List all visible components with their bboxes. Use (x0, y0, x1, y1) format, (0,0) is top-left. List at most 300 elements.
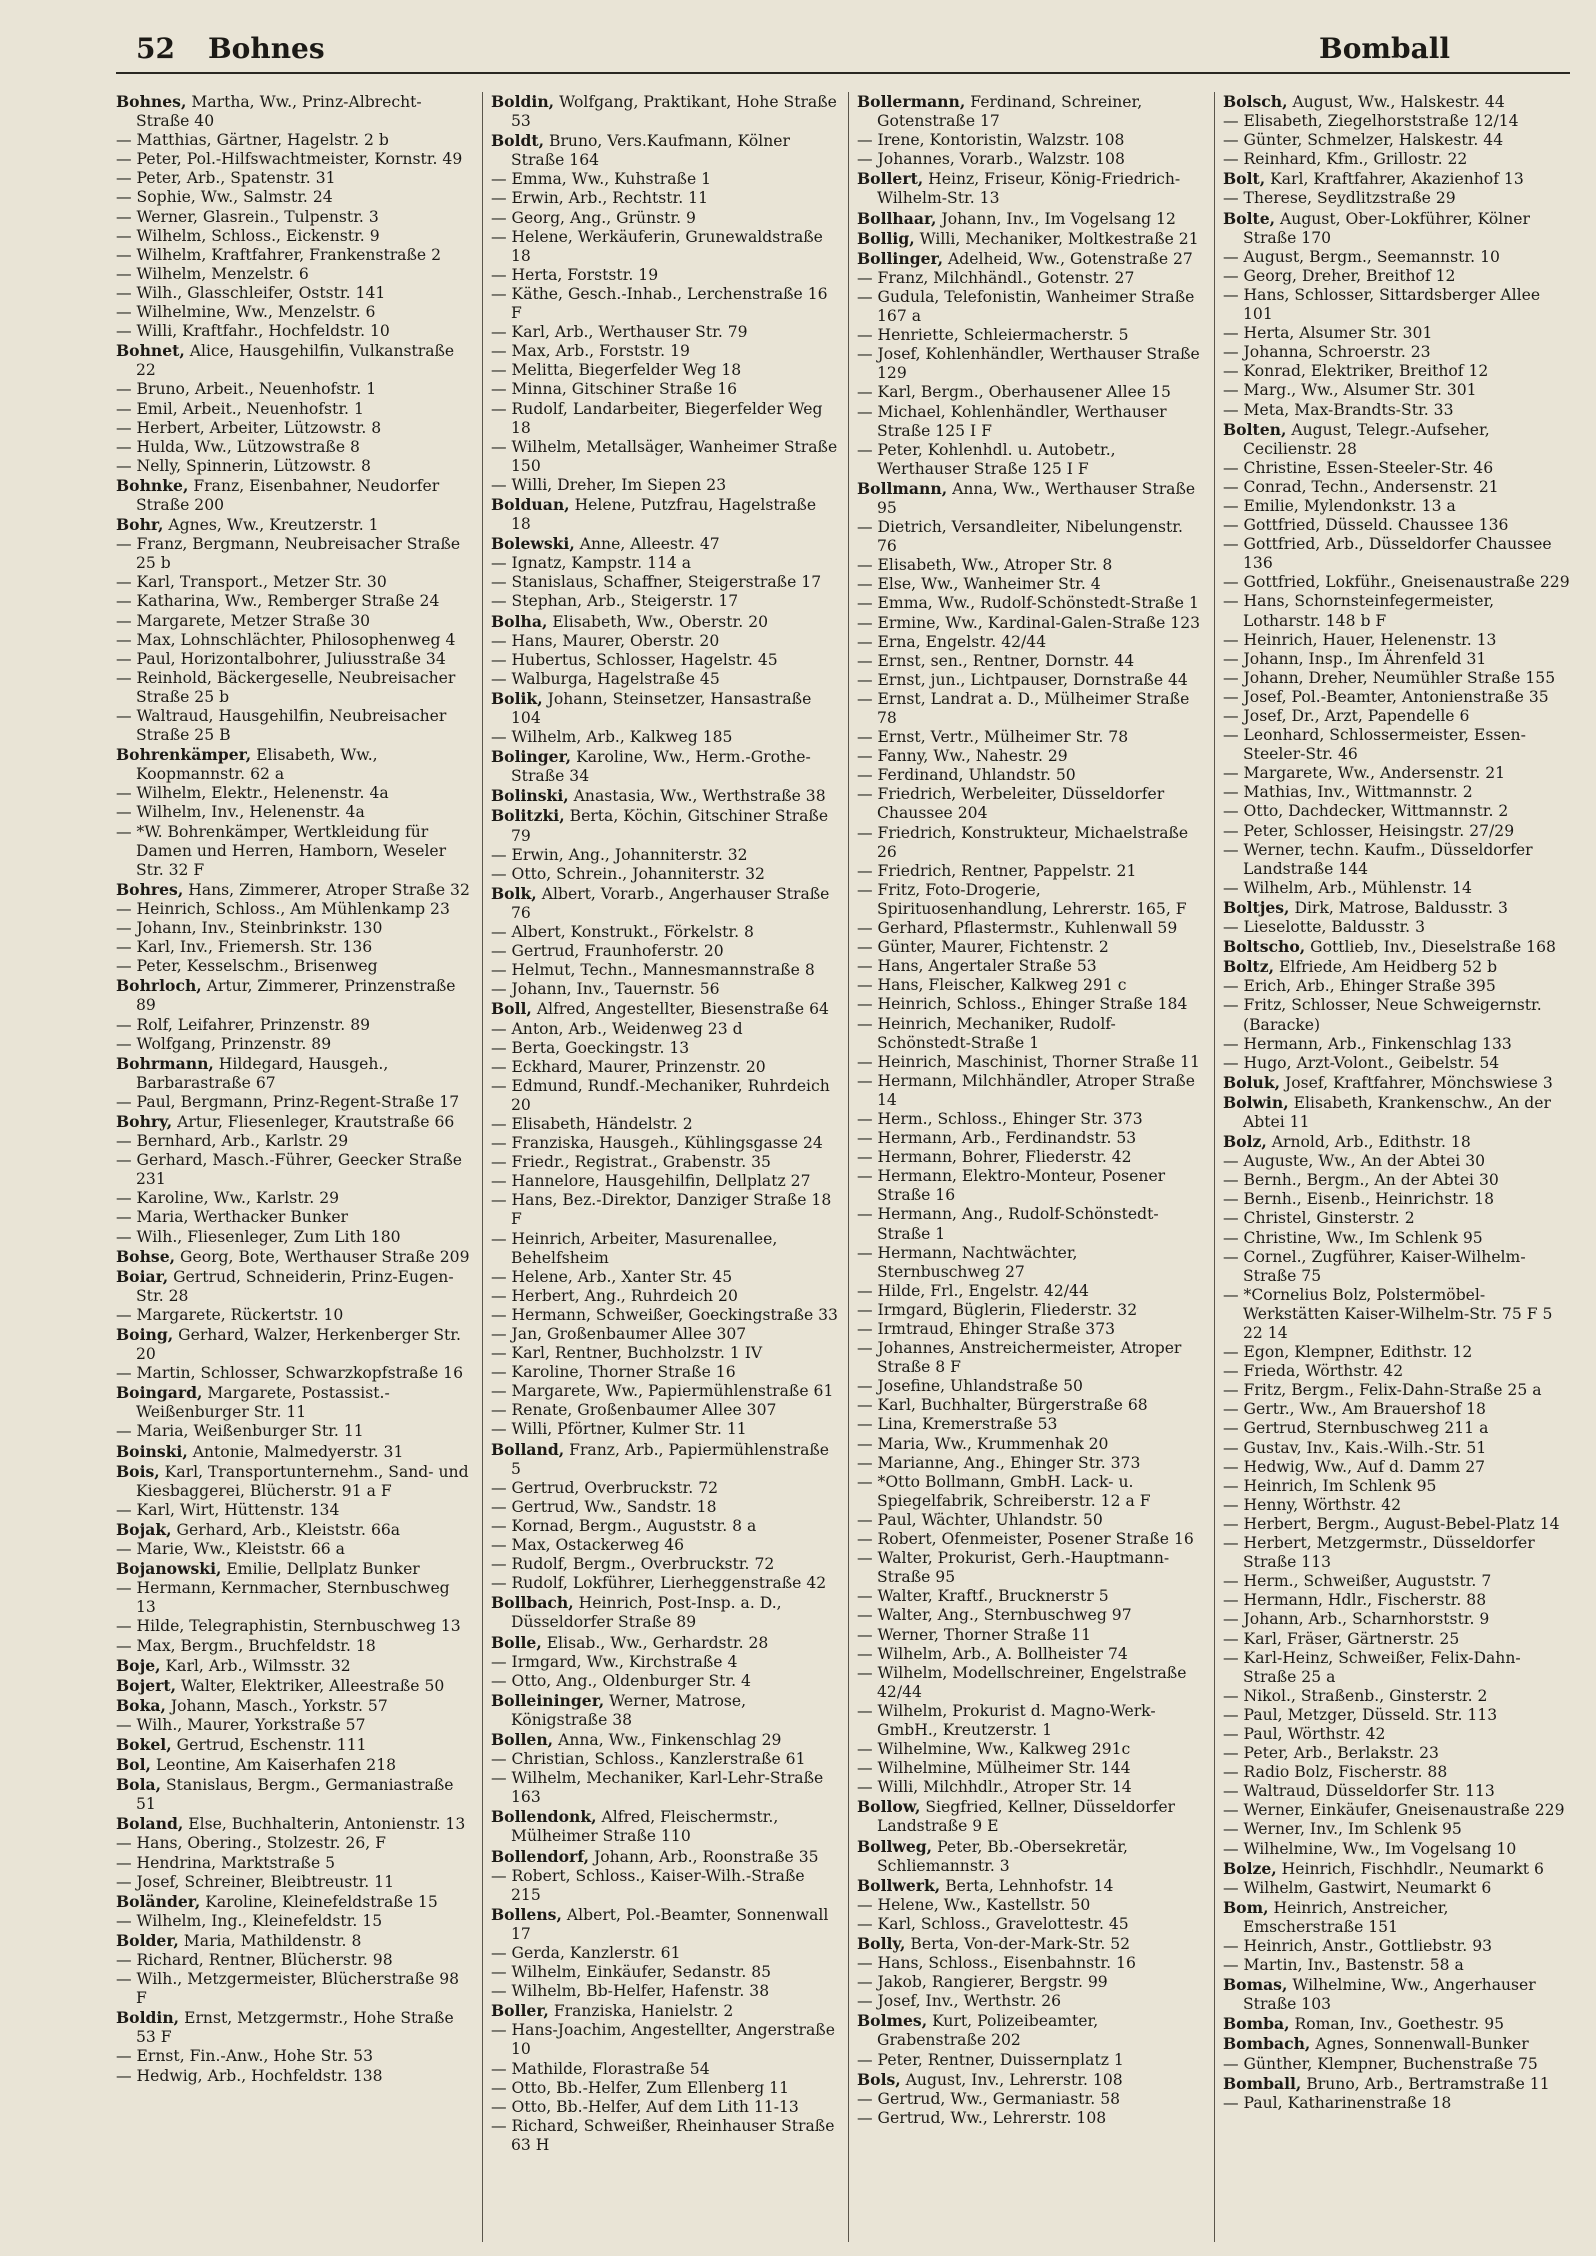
entry-text: — Wilhelm, Prokurist d. Magno-Werk-GmbH., Kreutzerstr. 1 (857, 1701, 1156, 1739)
entry-text: — Mathias, Inv., Wittmannstr. 2 (1223, 783, 1473, 802)
directory-entry (491, 189, 838, 208)
directory-entry (857, 919, 1204, 938)
directory-entry (491, 323, 838, 342)
directory-entry (1223, 1439, 1570, 1458)
entry-text: — Hilde, Frl., Engelstr. 42/44 (857, 1281, 1089, 1300)
entry-text: — Stephan, Arb., Steigerstr. 17 (491, 592, 739, 611)
directory-entry (491, 2117, 838, 2155)
entry-text: — Herbert, Arbeiter, Lützowstr. 8 (116, 418, 382, 437)
entry-text: Heinrich, Fischhdlr., Neumarkt 6 (1276, 1859, 1544, 1878)
directory-entry (857, 92, 1204, 131)
entry-surname: Bomas, (1223, 1975, 1288, 1995)
entry-text: — Therese, Seydlitzstraße 29 (1223, 189, 1456, 208)
directory-entry (116, 1422, 472, 1441)
directory-entry (857, 2090, 1204, 2109)
directory-entry (1223, 381, 1570, 400)
column-4 (1214, 92, 1570, 2242)
entry-text: — Bruno, Arbeit., Neuenhofstr. 1 (116, 380, 377, 399)
entry-text: — Wilhelm, Elektr., Helenenstr. 4a (116, 784, 389, 803)
entry-text: Elisabeth, Ww., Koopmannstr. 62 a (136, 746, 378, 784)
directory-entry (857, 556, 1204, 575)
directory-entry (857, 766, 1204, 785)
directory-entry (1223, 1898, 1570, 1937)
directory-entry (857, 1454, 1204, 1473)
directory-entry (857, 824, 1204, 862)
entry-text: — Hulda, Ww., Lützowstraße 8 (116, 437, 360, 456)
entry-text: Bruno, Vers.Kaufmann, Kölner Straße 164 (511, 132, 790, 170)
directory-entry (1223, 1093, 1570, 1132)
entry-text: Anna, Ww., Werthauser Straße 95 (877, 479, 1196, 517)
directory-entry (116, 1462, 472, 1501)
entry-text: Walter, Elektriker, Alleestraße 50 (176, 1676, 445, 1695)
entry-surname: Boltjes, (1223, 897, 1290, 917)
directory-entry (491, 2001, 838, 2021)
directory-entry (491, 865, 838, 884)
entry-text: Ernst, Metzgermstr., Hohe Straße 53 F (136, 2009, 454, 2047)
entry-surname: Bomba, (1223, 2014, 1290, 2034)
entry-text: Alfred, Fleischermstr., Mülheimer Straße 110 (511, 1808, 779, 1846)
entry-surname: Bolk, (491, 883, 537, 903)
directory-entry (491, 285, 838, 323)
entry-surname: Boje, (116, 1655, 161, 1675)
entry-text: — Emil, Arbeit., Neuenhofstr. 1 (116, 399, 364, 418)
entry-text: Heinz, Friseur, König-Friedrich-Wilhelm-Str. 13 (877, 170, 1181, 208)
directory-entry (857, 1992, 1204, 2011)
directory-entry (491, 2098, 838, 2117)
entry-surname: Boll, (491, 999, 532, 1019)
entry-text: — Herta, Forststr. 19 (491, 265, 659, 284)
entry-text: — Gertrud, Sternbuschweg 211 a (1223, 1419, 1489, 1438)
directory-entry (116, 1716, 472, 1735)
entry-text: — Heinrich, Maschinist, Thorner Straße 11 (857, 1052, 1200, 1071)
entry-surname: Bollwerk, (857, 1875, 941, 1895)
entry-text: — Paul, Metzger, Düsseld. Str. 113 (1223, 1705, 1498, 1724)
entry-text: — Dietrich, Versandleiter, Nibelungenstr. 76 (857, 518, 1183, 556)
entry-text: — Hermann, Hdlr., Fischerstr. 88 (1223, 1591, 1487, 1610)
entry-text: — Fritz, Foto-Drogerie, Spirituosenhandlung, Lehrerstr. 165, F (857, 880, 1187, 918)
directory-entry (116, 303, 472, 322)
column-3 (848, 92, 1204, 2242)
entry-text: — Conrad, Techn., Andersenstr. 21 (1223, 477, 1499, 496)
directory-entry (857, 575, 1204, 594)
directory-entry (1223, 918, 1570, 937)
entry-text: — Mathilde, Florastraße 54 (491, 2059, 710, 2078)
entry-text: — Karl, Fräser, Gärtnerstr. 25 (1223, 1629, 1460, 1648)
entry-text: — Heinrich, Schloss., Ehinger Straße 184 (857, 995, 1188, 1014)
directory-entry (857, 1549, 1204, 1587)
entry-text: Wolfgang, Praktikant, Hohe Straße 53 (511, 93, 837, 131)
directory-entry (491, 942, 838, 961)
entry-surname: Boiar, (116, 1266, 169, 1286)
directory-entry (1223, 2074, 1570, 2094)
directory-entry (857, 728, 1204, 747)
entry-text: — Walter, Ang., Sternbuschweg 97 (857, 1606, 1132, 1625)
entry-text: — Wilhelm, Ing., Kleinefeldstr. 15 (116, 1911, 383, 1930)
entry-text: Franz, Arb., Papiermühlenstraße 5 (511, 1440, 830, 1478)
directory-entry (1223, 1859, 1570, 1879)
entry-text: — Jan, Großenbaumer Allee 307 (491, 1325, 747, 1343)
entry-surname: Boldin, (116, 2008, 180, 2028)
entry-text: Franziska, Hanielstr. 2 (548, 2002, 734, 2021)
directory-entry (1223, 2034, 1570, 2054)
directory-entry (857, 2070, 1204, 2090)
entry-text: — Heinrich, Anstr., Gottliebstr. 93 (1223, 1937, 1493, 1955)
entry-text: Artur, Fliesenleger, Krautstraße 66 (172, 1112, 455, 1131)
entry-text: — Melitta, Biegerfelder Weg 18 (491, 361, 742, 380)
directory-entry (116, 457, 472, 476)
directory-entry (491, 786, 838, 806)
directory-entry (857, 690, 1204, 728)
entry-text: — Konrad, Elektriker, Breithof 12 (1223, 362, 1489, 381)
directory-entry (857, 1915, 1204, 1934)
entry-text: — Maria, Ww., Krummenhak 20 (857, 1434, 1109, 1453)
directory-entry (116, 1970, 472, 2008)
directory-entry (1223, 783, 1570, 802)
entry-text: — Helene, Arb., Xanter Str. 45 (491, 1267, 733, 1286)
entry-text: — Willi, Kraftfahr., Hochfeldstr. 10 (116, 322, 390, 341)
directory-entry (491, 1287, 838, 1306)
entry-surname: Bolik, (491, 688, 543, 708)
entry-text: Berta, Köchin, Gitschiner Straße 79 (511, 807, 829, 845)
entry-text: — Franziska, Hausgeh., Kühlingsgasse 24 (491, 1134, 823, 1153)
directory-entry (491, 495, 838, 534)
entry-text: — Gertrud, Ww., Sandstr. 18 (491, 1497, 717, 1516)
directory-entry (857, 269, 1204, 288)
directory-entry (491, 1440, 838, 1479)
entry-surname: Bolle, (491, 1632, 542, 1652)
entry-text: — Friedrich, Konstrukteur, Michaelstraße 26 (857, 823, 1189, 861)
directory-entry (491, 612, 838, 632)
entry-text: — Richard, Rentner, Blücherstr. 98 (116, 1951, 393, 1969)
directory-entry (1223, 1362, 1570, 1381)
directory-entry (1223, 131, 1570, 150)
entry-text: Wilhelmine, Ww., Angerhauser Straße 103 (1243, 1976, 1536, 2014)
directory-entry (491, 806, 838, 845)
directory-entry (116, 380, 472, 399)
directory-entry (1223, 879, 1570, 898)
directory-entry (1223, 1248, 1570, 1286)
entry-surname: Bomball, (1223, 2073, 1302, 2093)
entry-surname: Bolly, (857, 1934, 906, 1953)
entry-text: — Peter, Arb., Berlakstr. 23 (1223, 1744, 1439, 1763)
entry-text: Berta, Von-der-Mark-Str. 52 (905, 1935, 1131, 1953)
page-number: 52 (136, 32, 175, 65)
entry-text: — Marg., Ww., Alsumer Str. 301 (1223, 381, 1477, 400)
entry-surname: Bolha, (491, 611, 548, 631)
directory-entry (1223, 1687, 1570, 1706)
directory-entry (1223, 1975, 1570, 2014)
entry-text: Emilie, Dellplatz Bunker (221, 1560, 420, 1579)
directory-entry (116, 1540, 472, 1559)
entry-surname: Bolder, (116, 1930, 179, 1950)
directory-entry (1223, 1937, 1570, 1956)
directory-entry (116, 1579, 472, 1617)
entry-surname: Boldin, (491, 92, 555, 111)
entry-text: Anne, Alleestr. 47 (574, 535, 720, 554)
directory-entry (1223, 248, 1570, 267)
entry-text: — Hubertus, Schlosser, Hagelstr. 45 (491, 650, 778, 669)
entry-text: — Christine, Essen-Steeler-Str. 46 (1223, 458, 1494, 477)
entry-surname: Bohrenkämper, (116, 745, 252, 765)
entry-text: — Otto, Schrein., Johanniterstr. 32 (491, 864, 765, 883)
directory-entry (491, 266, 838, 285)
entry-surname: Bohrloch, (116, 976, 202, 996)
entry-text: — Karoline, Thorner Straße 16 (491, 1363, 736, 1382)
directory-entry (1223, 535, 1570, 573)
entry-text: Hildegard, Hausgeh., Barbarastraße 67 (136, 1054, 389, 1092)
entry-text: — Hermann, Kernmacher, Sternbuschweg 13 (116, 1579, 450, 1617)
entry-surname: Bols, (857, 2069, 901, 2089)
directory-entry (116, 1364, 472, 1383)
entry-text: — Irene, Kontoristin, Walzstr. 108 (857, 131, 1125, 150)
directory-entry (491, 209, 838, 228)
directory-entry (116, 1755, 472, 1775)
directory-entry (1223, 669, 1570, 688)
directory-entry (857, 131, 1204, 150)
directory-entry (857, 1473, 1204, 1511)
directory-entry (1223, 1419, 1570, 1438)
directory-entry (491, 1306, 838, 1325)
directory-entry (116, 265, 472, 284)
entry-text: — Paul, Katharinenstraße 18 (1223, 2093, 1452, 2112)
entry-text: — Waltraud, Düsseldorfer Str. 113 (1223, 1782, 1495, 1801)
directory-entry (857, 862, 1204, 881)
entry-text: — Margarete, Ww., Andersenstr. 21 (1223, 764, 1506, 783)
directory-entry (491, 1363, 838, 1382)
entry-surname: Bohnke, (116, 475, 189, 495)
entry-text: Agnes, Ww., Kreutzerstr. 1 (163, 516, 379, 535)
entry-text: — Wolfgang, Prinzenstr. 89 (116, 1034, 332, 1053)
directory-entry (1223, 688, 1570, 707)
page-header (116, 26, 1570, 74)
directory-entry (116, 823, 472, 880)
directory-entry (1223, 650, 1570, 669)
directory-entry (116, 246, 472, 265)
entry-text: — Heinrich, Im Schlenk 95 (1223, 1476, 1437, 1495)
directory-entry (1223, 1286, 1570, 1343)
entry-text: Martha, Ww., Prinz-Albrecht-Straße 40 (136, 93, 422, 131)
entry-text: — Karl, Transport., Metzer Str. 30 (116, 573, 387, 592)
directory-entry (116, 784, 472, 803)
directory-entry (491, 961, 838, 980)
entry-text: August, Inv., Lehrerstr. 108 (900, 2070, 1123, 2089)
entry-text: — Eckhard, Maurer, Prinzenstr. 20 (491, 1057, 766, 1076)
entry-text: — Hermann, Ang., Rudolf-Schönstedt-Straße 1 (857, 1205, 1159, 1243)
entry-text: — Walburga, Hagelstraße 45 (491, 669, 720, 688)
directory-entry (116, 1383, 472, 1422)
directory-entry (857, 150, 1204, 169)
entry-text: — Georg, Ang., Grünstr. 9 (491, 208, 696, 227)
directory-entry (1223, 92, 1570, 112)
directory-entry (116, 322, 472, 341)
directory-entry (857, 671, 1204, 690)
directory-entry (491, 170, 838, 189)
entry-text: — Wilh., Glasschleifer, Oststr. 141 (116, 283, 386, 302)
directory-entry (116, 1035, 472, 1054)
entry-text: — Jakob, Rangierer, Bergstr. 99 (857, 1973, 1108, 1992)
entry-surname: Boltz, (1223, 957, 1274, 977)
entry-text: — Irmgard, Ww., Kirchstraße 4 (491, 1652, 738, 1671)
directory-entry (116, 1151, 472, 1189)
directory-entry (1223, 1649, 1570, 1687)
directory-entry (116, 1931, 472, 1951)
directory-entry (857, 1415, 1204, 1434)
entry-surname: Bohrmann, (116, 1053, 214, 1073)
entry-surname: Bola, (116, 1775, 162, 1795)
directory-entry (491, 1593, 838, 1632)
entry-text: — Josefine, Uhlandstraße 50 (857, 1377, 1083, 1396)
entry-text: — Reinhold, Bäckergeselle, Neubreisacher Straße 25 b (116, 668, 456, 706)
directory-entry (491, 1944, 838, 1963)
entry-text: Gertrud, Eschenstr. 111 (171, 1735, 367, 1754)
directory-entry (116, 92, 472, 131)
entry-text: — Wilhelm, Mechaniker, Karl-Lehr-Straße 163 (491, 1769, 824, 1807)
entry-text: — Peter, Schlosser, Heisingstr. 27/29 (1223, 821, 1515, 840)
directory-entry (857, 1587, 1204, 1606)
directory-entry (857, 995, 1204, 1014)
entry-text: — Paul, Horizontalbohrer, Juliusstraße 34 (116, 649, 446, 668)
directory-entry (1223, 2094, 1570, 2113)
entry-text: — Bernhard, Arb., Karlstr. 29 (116, 1132, 349, 1151)
directory-entry (857, 326, 1204, 345)
directory-entry (857, 614, 1204, 633)
entry-text: — Paul, Bergmann, Prinz-Regent-Straße 17 (116, 1092, 460, 1111)
directory-entry (491, 380, 838, 399)
entry-surname: Bol, (116, 1755, 151, 1775)
directory-entry (116, 1854, 472, 1873)
directory-entry (491, 999, 838, 1019)
entry-surname: Boluk, (1223, 1072, 1281, 1092)
directory-entry (116, 515, 472, 535)
entry-text: — Hannelore, Hausgehilfin, Dellplatz 27 (491, 1172, 811, 1191)
directory-entry (491, 2060, 838, 2079)
directory-entry (857, 785, 1204, 823)
directory-entry (491, 1039, 838, 1058)
directory-entry (1223, 459, 1570, 478)
entry-text: — Gottfried, Düsseld. Chaussee 136 (1223, 516, 1509, 535)
entry-text: — Egon, Klempner, Edithstr. 12 (1223, 1343, 1473, 1362)
directory-entry (491, 1769, 838, 1807)
entry-text: — Katharina, Ww., Remberger Straße 24 (116, 592, 440, 611)
directory-entry (116, 1208, 472, 1227)
directory-entry (116, 1912, 472, 1931)
directory-entry (1223, 1534, 1570, 1572)
directory-entry (857, 518, 1204, 556)
entry-text: — Fritz, Bergm., Felix-Dahn-Straße 25 a (1223, 1381, 1542, 1400)
directory-entry (857, 1954, 1204, 1973)
directory-entry (491, 476, 838, 495)
directory-entry (116, 745, 472, 784)
directory-entry (1223, 764, 1570, 783)
directory-entry (1223, 267, 1570, 286)
directory-entry (491, 1172, 838, 1191)
entry-surname: Bollendorf, (491, 1846, 590, 1866)
entry-surname: Bolewski, (491, 534, 575, 554)
directory-entry (857, 1110, 1204, 1129)
directory-entry (116, 1016, 472, 1035)
directory-entry (857, 652, 1204, 671)
entry-text: — Karl, Bergm., Oberhausener Allee 15 (857, 383, 1171, 402)
entry-text: — Anton, Arb., Weidenweg 23 d (491, 1019, 743, 1038)
directory-entry (857, 957, 1204, 976)
directory-entry (857, 1837, 1204, 1876)
entry-text: Alfred, Angestellter, Biesenstraße 64 (531, 1000, 829, 1019)
entry-surname: Bollinger, (857, 248, 944, 268)
entry-text: — Karl, Rentner, Buchholzstr. 1 IV (491, 1344, 763, 1363)
entry-text: — Erich, Arb., Ehinger Straße 395 (1223, 977, 1496, 996)
directory-entry (491, 1479, 838, 1498)
entry-text: — Ferdinand, Uhlandstr. 50 (857, 766, 1076, 785)
entry-text: — Marie, Ww., Kleiststr. 66 a (116, 1540, 345, 1559)
entry-text: Karl, Transportunternehm., Sand- und Kiesbaggerei, Blücherstr. 91 a F (136, 1462, 469, 1500)
directory-entry (857, 2109, 1204, 2128)
directory-entry (857, 1664, 1204, 1702)
directory-entry (1223, 1054, 1570, 1073)
entry-surname: Bom, (1223, 1897, 1269, 1917)
directory-entry (857, 1129, 1204, 1148)
entry-text: — Erna, Engelstr. 42/44 (857, 632, 1047, 651)
entry-text: — Bernh., Bergm., An der Abtei 30 (1223, 1171, 1499, 1190)
directory-entry (116, 957, 472, 976)
directory-entry (857, 1377, 1204, 1396)
directory-entry (116, 1834, 472, 1853)
entry-text: Heinrich, Anstreicher, Emscherstraße 151 (1243, 1898, 1449, 1936)
directory-entry (1223, 1477, 1570, 1496)
directory-entry (116, 1637, 472, 1656)
entry-text: — Josef, Kohlenhändler, Werthauser Straße 129 (857, 345, 1200, 383)
directory-entry (857, 1072, 1204, 1110)
entry-text: Willi, Mechaniker, Moltkestraße 21 (914, 229, 1199, 248)
entry-text: — Heinrich, Arbeiter, Masurenallee, Behelfsheim (491, 1229, 778, 1267)
entry-text: — *Otto Bollmann, GmbH. Lack- u. Spiegelfabrik, Schreiberstr. 12 a F (857, 1472, 1151, 1510)
directory-entry (116, 400, 472, 419)
directory-entry (1223, 1171, 1570, 1190)
directory-entry (491, 632, 838, 651)
directory-entry (491, 2079, 838, 2098)
entry-surname: Bolitzki, (491, 806, 565, 826)
entry-surname: Bollweg, (857, 1836, 933, 1856)
directory-entry (1223, 1956, 1570, 1975)
directory-entry (1223, 898, 1570, 918)
entry-text: — Hedwig, Arb., Hochfeldstr. 138 (116, 2066, 383, 2085)
entry-text: — Max, Arb., Forststr. 19 (491, 342, 690, 361)
directory-entry (857, 1205, 1204, 1243)
entry-surname: Bohres, (116, 879, 184, 899)
directory-entry (116, 419, 472, 438)
directory-entry (1223, 1343, 1570, 1362)
entry-text: — Peter, Arb., Spatenstr. 31 (116, 169, 336, 188)
directory-entry (1223, 1400, 1570, 1419)
directory-entry (1223, 1630, 1570, 1649)
directory-entry (857, 594, 1204, 613)
directory-entry (857, 1511, 1204, 1530)
entry-text: — Johann, Inv., Steinbrinkstr. 130 (116, 919, 383, 938)
directory-entry (857, 229, 1204, 249)
directory-entry (857, 1934, 1204, 1954)
directory-entry (857, 1973, 1204, 1992)
entry-text: Werner, Matrose, Königstraße 38 (511, 1691, 747, 1729)
entry-text: — Sophie, Ww., Salmstr. 24 (116, 188, 333, 207)
directory-entry (1223, 516, 1570, 535)
entry-text: — Franz, Bergmann, Neubreisacher Straße 25 b (116, 535, 461, 573)
entry-text: — Karl, Buchhalter, Bürgerstraße 68 (857, 1396, 1148, 1415)
entry-text: Antonie, Malmedyerstr. 31 (187, 1442, 404, 1461)
directory-entry (1223, 478, 1570, 497)
entry-text: — Reinhard, Kfm., Grillostr. 22 (1223, 150, 1468, 169)
entry-text: — Johann, Insp., Im Ährenfeld 31 (1223, 649, 1487, 668)
entry-text: Agnes, Sonnenwall-Bunker (1310, 2035, 1529, 2054)
directory-entry (1223, 822, 1570, 841)
